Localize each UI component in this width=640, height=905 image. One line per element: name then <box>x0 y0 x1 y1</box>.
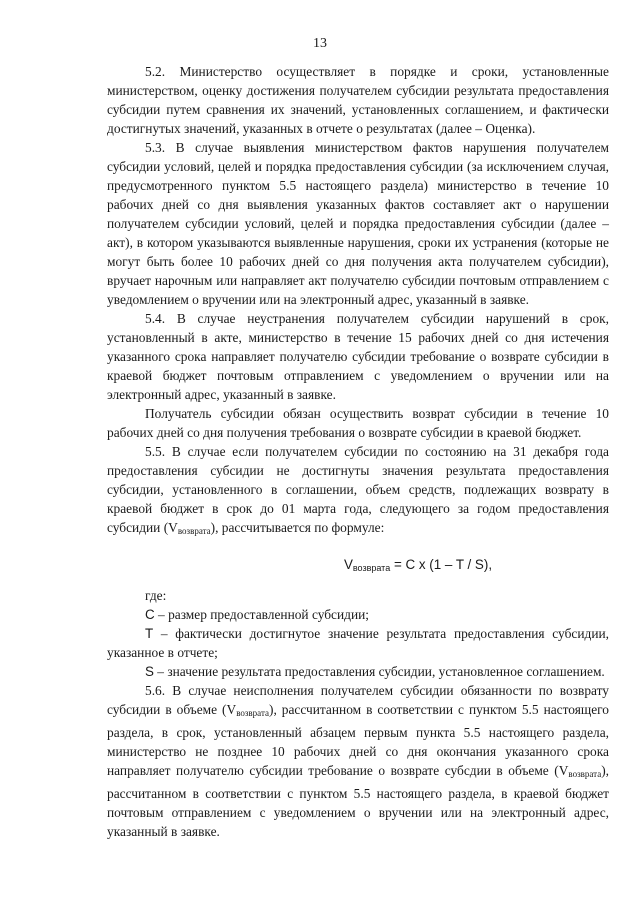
paragraph-5-6-part-a: 5.6. В случае неисполнения получателем субсидии обязанности по возврату субсидии в объеме (V <box>107 683 609 717</box>
definition-t <box>107 624 609 662</box>
paragraph-5-6-part-c: ), рассчитанном в соответствии с пунктом 5.5 настоящего раздела, в краевой бюджет почтовым отправлением с уведомлением о вручении или на электронный адрес, указанный в заявке. <box>107 763 609 839</box>
definition-t-text: – фактически достигнутое значение результата предоставления субсидии, указанное в отчете; <box>107 626 609 660</box>
formula-v: V <box>343 557 353 572</box>
paragraph-return-obligation: Получатель субсидии обязан осуществить возврат субсидии в течение 10 рабочих дней со дня получения требования о возврате субсидии в краевой бюджет. <box>107 406 609 440</box>
paragraph-5-5-tail: ), рассчитывается по формуле: <box>210 520 385 535</box>
symbol-t: T <box>145 626 154 641</box>
paragraph-5-4: 5.4. В случае неустранения получателем субсидии нарушений в срок, установленный в акте, министерство в течение 15 рабочих дней со дня истечения указанного срока направляет получателю субсидии требование о возврате субсидии в краевой бюджет почтовым отправлением с уведомлением о вручении или на электронный адрес, указанный в заявке. <box>107 311 609 402</box>
subscript-vozvrata-1: возврата <box>236 708 269 718</box>
definition-s-text: – значение результата предоставления субсидии, установленное соглашением. <box>153 664 605 679</box>
symbol-c: C <box>145 607 155 622</box>
symbol-s: S <box>145 664 154 679</box>
paragraph-5-6-part-b: ), рассчитанном в соответствии с пунктом 5.5 настоящего раздела, в срок, установленный абзацем первым пункта 5.5 настоящего раздела, министерство не позднее 10 рабочих дней со дня окончания указанного срока направляет получателю субсидии требование о возврате субсдии в объеме (V <box>107 702 609 778</box>
document-body <box>107 62 609 841</box>
where-label: где: <box>145 588 167 603</box>
paragraph-5-2: 5.2. Министерство осуществляет в порядке и сроки, установленные министерством, оценку достижения получателем субсидии результата предоставления субсидии путем сравнения их значений, установленных соглашением, и фактически достигнутых значений, указанных в отчете о результатах (далее – Оценка). <box>107 64 609 136</box>
paragraph-5-6 <box>107 681 609 841</box>
definition-c <box>107 605 609 624</box>
paragraph-5-5 <box>107 442 609 541</box>
subscript-vozvrata: возврата <box>177 526 211 536</box>
subscript-vozvrata-2: возврата <box>568 769 602 779</box>
paragraph-5-3: 5.3. В случае выявления министерством фактов нарушения получателем субсидии условий, целей и порядка предоставления субсидии (за исключением случая, предусмотренного пунктом 5.5 настоящего раздела) министерство в течение 10 рабочих дней со дня выявления указанных фактов составляет акт о нарушении получателем субсидии условий, целей и порядка предоставления субсидии (далее – акт), в котором указываются выявленные нарушения, сроки их устранения (которые не могут быть более 10 рабочих дней со дня получения акта получателем субсидии), вручает нарочным или направляет акт получателю субсидии почтовым отправлением с уведомлением о вручении или на электронный адрес, указанный в заявке. <box>107 140 609 307</box>
page-number: 13 <box>313 36 327 51</box>
paragraph-5-5-text: 5.5. В случае если получателем субсидии по состоянию на 31 декабря года предоставления субсидии не достигнуты значения результата предоставления субсидии, установленного в соглашении, объем средств, подлежащих возврату в краевой бюджет в срок до 01 марта года, следующего за годом предоставления субсидии (V <box>107 444 609 535</box>
definition-c-text: – размер предоставленной субсидии; <box>154 607 370 622</box>
formula <box>107 555 609 578</box>
definition-s <box>107 662 609 681</box>
formula-subscript: возврата <box>352 563 391 573</box>
formula-expression: = C x (1 – T / S), <box>390 557 493 572</box>
